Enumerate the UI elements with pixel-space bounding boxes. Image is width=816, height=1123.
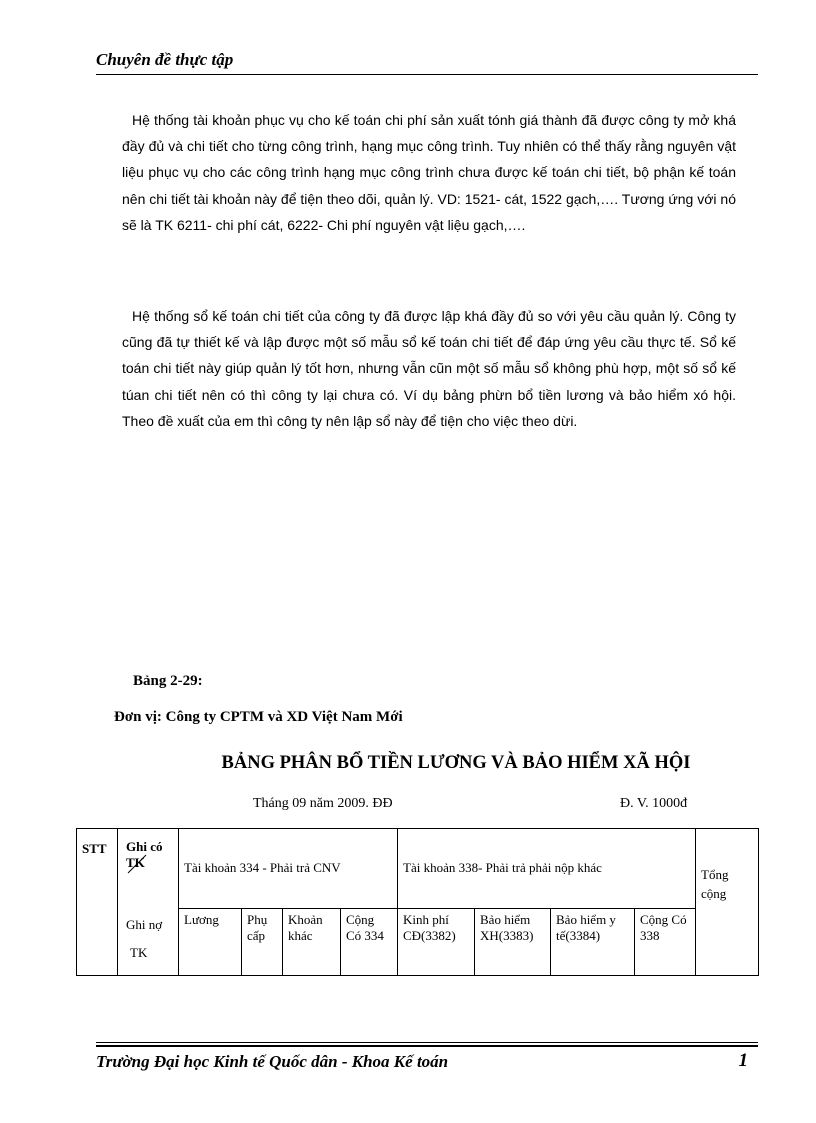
- paragraph-2: [122, 303, 736, 434]
- footer-rule-thick: [96, 1045, 758, 1047]
- sub-kinh-phi: Kinh phí CĐ(3382): [398, 908, 475, 975]
- ghi-no-label: Ghi nợ: [126, 917, 163, 932]
- footer-text: Trường Đại học Kinh tế Quốc dân - Khoa Kế toán: [96, 1052, 449, 1071]
- header-ghi: [118, 829, 179, 976]
- currency-line: Đ. V. 1000đ: [620, 796, 688, 811]
- sub-cong-338: Cộng Có 338: [635, 908, 696, 975]
- group-338: Tài khoản 338- Phải trả phải nộp khác: [398, 829, 696, 909]
- month-line: Tháng 09 năm 2009. ĐĐ: [253, 796, 393, 811]
- page-header: [96, 50, 758, 70]
- ghi-co-text: Ghi có: [126, 839, 163, 854]
- table-caption: Bảng 2-29:: [133, 673, 203, 689]
- paragraph-2-text: Hệ thống sổ kế toán chi tiết của công ty đã được lập khá đầy đủ so với yêu cầu quản lý. Công ty cũng đã tự thiết kế và lập được một số mẫu sổ kế toán chi tiết để đáp ứng yêu cầu thực tế. Sổ kế toán chi tiết này giúp quản lý tốt hơn, nhưng vẫn cũn một số mẫu sổ không phù hợp, một số sổ kế túan chi tiết nên có thì công ty lại chưa có. Ví dụ bảng phừn bổ tiền lương và bảo hiểm xó hội. Theo đề xuất của em thì công ty nên lập sổ này để tiện cho việc theo dừi.: [122, 308, 736, 429]
- header-title: Chuyên đề thực tập: [96, 50, 234, 69]
- page-number: 1: [738, 1050, 748, 1071]
- header-total: Tổng cộng: [696, 829, 759, 976]
- ghi-no-tk: TK: [130, 945, 148, 960]
- paragraph-1-text: Hệ thống tài khoản phục vụ cho kế toán chi phí sản xuất tónh giá thành đã được công ty mở khá đầy đủ và chi tiết cho từng công trình, hạng mục công trình. Tuy nhiên có thể thấy rằng nguyên vật liệu phục vụ cho các công trình hạng mục công trình chưa được kế toán chi tiết, bộ phận kế toán nên chi tiết tài khoản này để tiện theo dõi, quản lý. VD: 1521- cát, 1522 gạch,…. Tương ứng với nó sẽ là TK 6211- chi phí cát, 6222- Chi phí nguyên vật liệu gạch,….: [122, 112, 736, 233]
- sub-cong-334: Cộng Có 334: [341, 908, 398, 975]
- sub-bhxh: Bảo hiểm XH(3383): [475, 908, 551, 975]
- ghi-co-tk: TK: [126, 855, 145, 870]
- unit-line: Đơn vị: Công ty CPTM và XD Việt Nam Mới: [114, 709, 403, 725]
- paragraph-1: [122, 107, 736, 238]
- sub-khoan-khac: Khoản khác: [283, 908, 341, 975]
- sub-phu-cap: Phụ cấp: [242, 908, 283, 975]
- header-rule: [96, 74, 758, 75]
- footer-rule-thin: [96, 1042, 758, 1043]
- allocation-table: [76, 828, 759, 976]
- table-title: BẢNG PHÂN BỔ TIỀN LƯƠNG VÀ BẢO HIỂM XÃ HỘI: [221, 753, 691, 773]
- ghi-co-label: [126, 839, 182, 871]
- header-stt: STT: [77, 829, 118, 976]
- group-334: Tài khoản 334 - Phải trả CNV: [179, 829, 398, 909]
- sub-bhyt: Bảo hiểm y tế(3384): [551, 908, 635, 975]
- sub-luong: Lương: [179, 908, 242, 975]
